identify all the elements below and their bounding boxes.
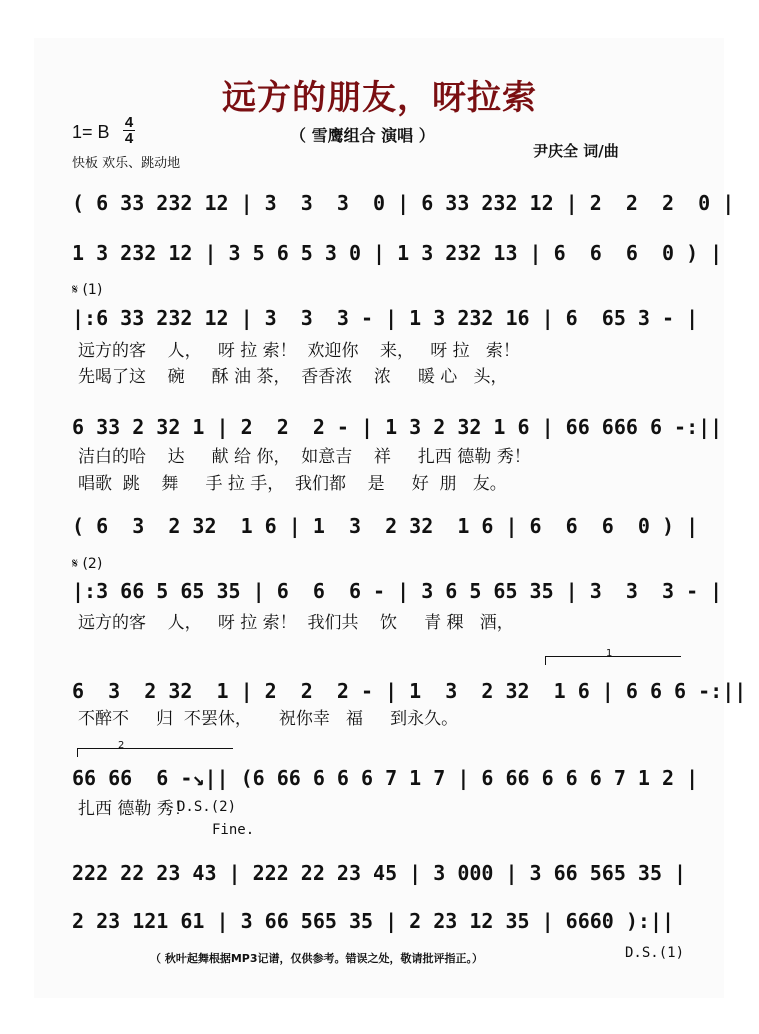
volta-bracket-1 [545,648,681,665]
lyric-row: 先喝了这 碗 酥 油 茶， 香香浓 浓 暖 心 头， [78,367,508,387]
volta-number: 1 [606,648,613,659]
music-row: 6 3 2 32 1 | 2 2 2 - | 1 3 2 32 1 6 | 6 6 6 -:|| [72,679,747,703]
music-row: 222 22 23 43 | 222 22 23 45 | 3 000 | 3 66 565 35 | [72,861,687,885]
lyric-row: 唱歌 跳 舞 手 拉 手， 我们都 是 好 朋 友。 [78,474,507,494]
lyric-row: 远方的客 人， 呀 拉 索！ 欢迎你 来， 呀 拉 索！ [78,341,520,361]
performer: （ 雪鹰组合 演唱 ） [290,126,435,145]
music-row: 1 3 232 12 | 3 5 6 5 3 0 | 1 3 232 13 | 6 6 6 0 ) | [72,241,723,265]
segno-mark: 𝄋 (2) [72,556,103,572]
music-row: 2 23 121 61 | 3 66 565 35 | 2 23 12 35 | 6660 ):|| [72,909,675,933]
volta-bracket-2 [77,740,233,757]
time-signature-top: 4 [124,114,134,131]
dal-segno-2: D.S.(2) [177,799,237,815]
song-title: 远方的朋友，呀拉索 [222,78,537,118]
music-row: |:6 33 232 12 | 3 3 3 - | 1 3 232 16 | 6 65 3 - | [72,306,699,330]
key-signature: 1= B [72,122,110,142]
author-credit: 尹庆全 词/曲 [533,142,619,160]
lyric-row: 扎西 德勒 秀！ [78,799,191,819]
lyric-row: 不醉不 归 不罢休， 祝你幸 福 到永久。 [78,709,459,729]
fine-mark: Fine. [212,822,255,838]
music-row: ( 6 33 232 12 | 3 3 3 0 | 6 33 232 12 | 2 2 2 0 | [72,191,735,215]
music-row: |:3 66 5 65 35 | 6 6 6 - | 3 6 5 65 35 | 3 3 3 - | [72,579,723,603]
footnote: （ 秋叶起舞根据MP3记谱，仅供参考。错误之处，敬请批评指正。） [150,952,483,965]
music-row: ( 6 3 2 32 1 6 | 1 3 2 32 1 6 | 6 6 6 0 ) | [72,514,699,538]
tempo-marking: 快板 欢乐、跳动地 [72,156,181,171]
lyric-row: 远方的客 人， 呀 拉 索！ 我们共 饮 青 稞 酒， [78,613,514,633]
lyric-row: 洁白的哈 达 献 给 你， 如意吉 祥 扎西 德勒 秀！ [78,447,531,467]
music-row: 66 66 6 -↘|| (6 66 6 6 6 7 1 7 | 6 66 6 6 6 7 1 2 | [72,766,699,790]
dal-segno-1: D.S.(1) [625,945,685,961]
music-row: 6 33 2 32 1 | 2 2 2 - | 1 3 2 32 1 6 | 66 666 6 -:|| [72,415,723,439]
time-signature [123,116,135,145]
segno-mark: 𝄋 (1) [72,282,103,298]
time-signature-bottom: 4 [124,130,134,147]
volta-number: 2 [118,740,125,751]
